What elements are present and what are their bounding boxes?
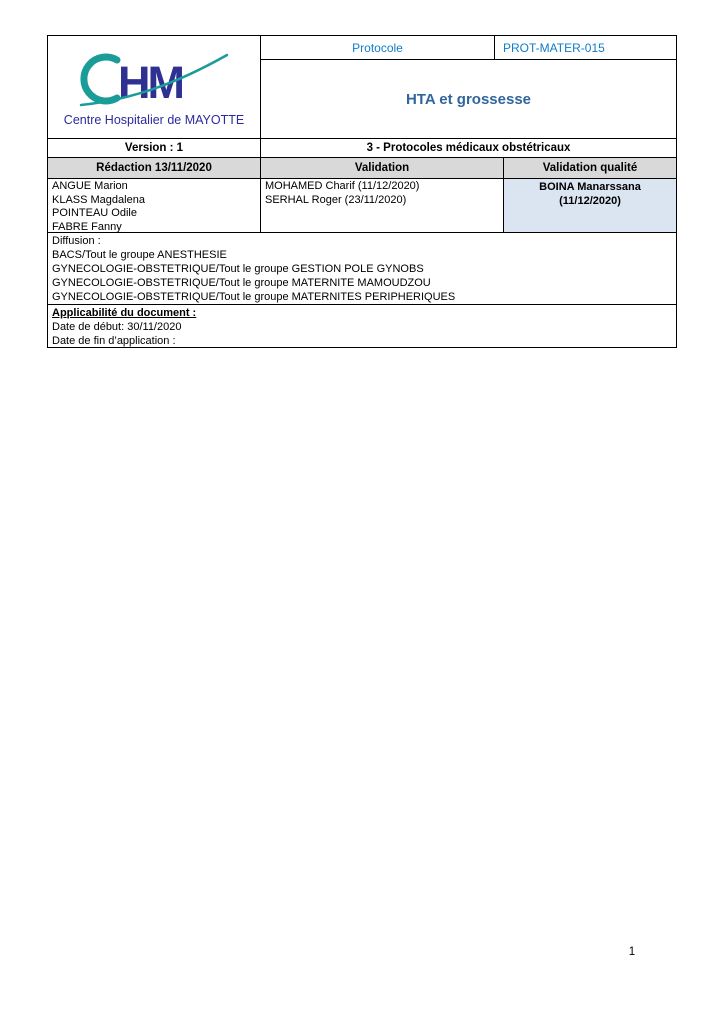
header-right-section [261,36,676,138]
quality-header: Validation qualité [542,162,638,174]
logo-c-arc [84,57,117,101]
version-label: Version : 1 [48,139,261,157]
quality-validation-cell [504,179,676,232]
redaction-names-cell [48,179,261,232]
diffusion-group: GYNECOLOGIE-OBSTETRIQUE/Tout le groupe MATERNITES PERIPHERIQUES [52,291,456,303]
redaction-name: POINTEAU Odile [52,207,137,219]
redaction-name: FABRE Fanny [52,220,122,233]
validation-entry: SERHAL Roger (23/11/2020) [265,193,407,206]
doc-type-row [261,36,676,60]
applicability-start-date: Date de début: 30/11/2020 [52,321,182,333]
page-number: 1 [628,946,636,958]
chm-logo-icon [79,51,229,109]
version-row [48,138,676,157]
redaction-name: ANGUE Marion [52,180,128,192]
doc-type-cell: Protocole [261,36,495,59]
doc-title: HTA et grossesse [405,90,532,108]
logo-cell [48,36,261,138]
people-row [48,178,676,232]
protocol-header-table [47,35,677,348]
doc-ref-cell: PROT-MATER-015 [503,40,605,55]
diffusion-label: Diffusion : [52,235,101,247]
quality-validation-date: (11/12/2020) [559,194,621,207]
validation-names-cell [261,179,504,232]
applicability-row [48,304,676,347]
org-name: Centre Hospitalier de MAYOTTE [63,113,245,127]
diffusion-group: GYNECOLOGIE-OBSTETRIQUE/Tout le groupe MATERNITE MAMOUDZOU [52,277,431,289]
logo-hm-letters: HM [118,57,182,108]
validation-entry: MOHAMED Charif (11/12/2020) [265,180,420,192]
redaction-name: KLASS Magdalena [52,193,145,206]
applicability-heading: Applicabilité du document : [52,307,197,319]
validation-header: Validation [261,158,504,178]
column-headers-row [48,157,676,178]
applicability-end-date: Date de fin d’application : [52,335,176,347]
category-label: 3 - Protocoles médicaux obstétricaux [366,142,571,154]
header-row [48,36,676,138]
diffusion-group: BACS/Tout le groupe ANESTHESIE [52,249,227,261]
diffusion-group: GYNECOLOGIE-OBSTETRIQUE/Tout le groupe GESTION POLE GYNOBS [52,263,424,275]
quality-validator-name: BOINA Manarssana [539,181,641,193]
redaction-header: Rédaction 13/11/2020 [48,158,261,178]
diffusion-row [48,232,676,304]
